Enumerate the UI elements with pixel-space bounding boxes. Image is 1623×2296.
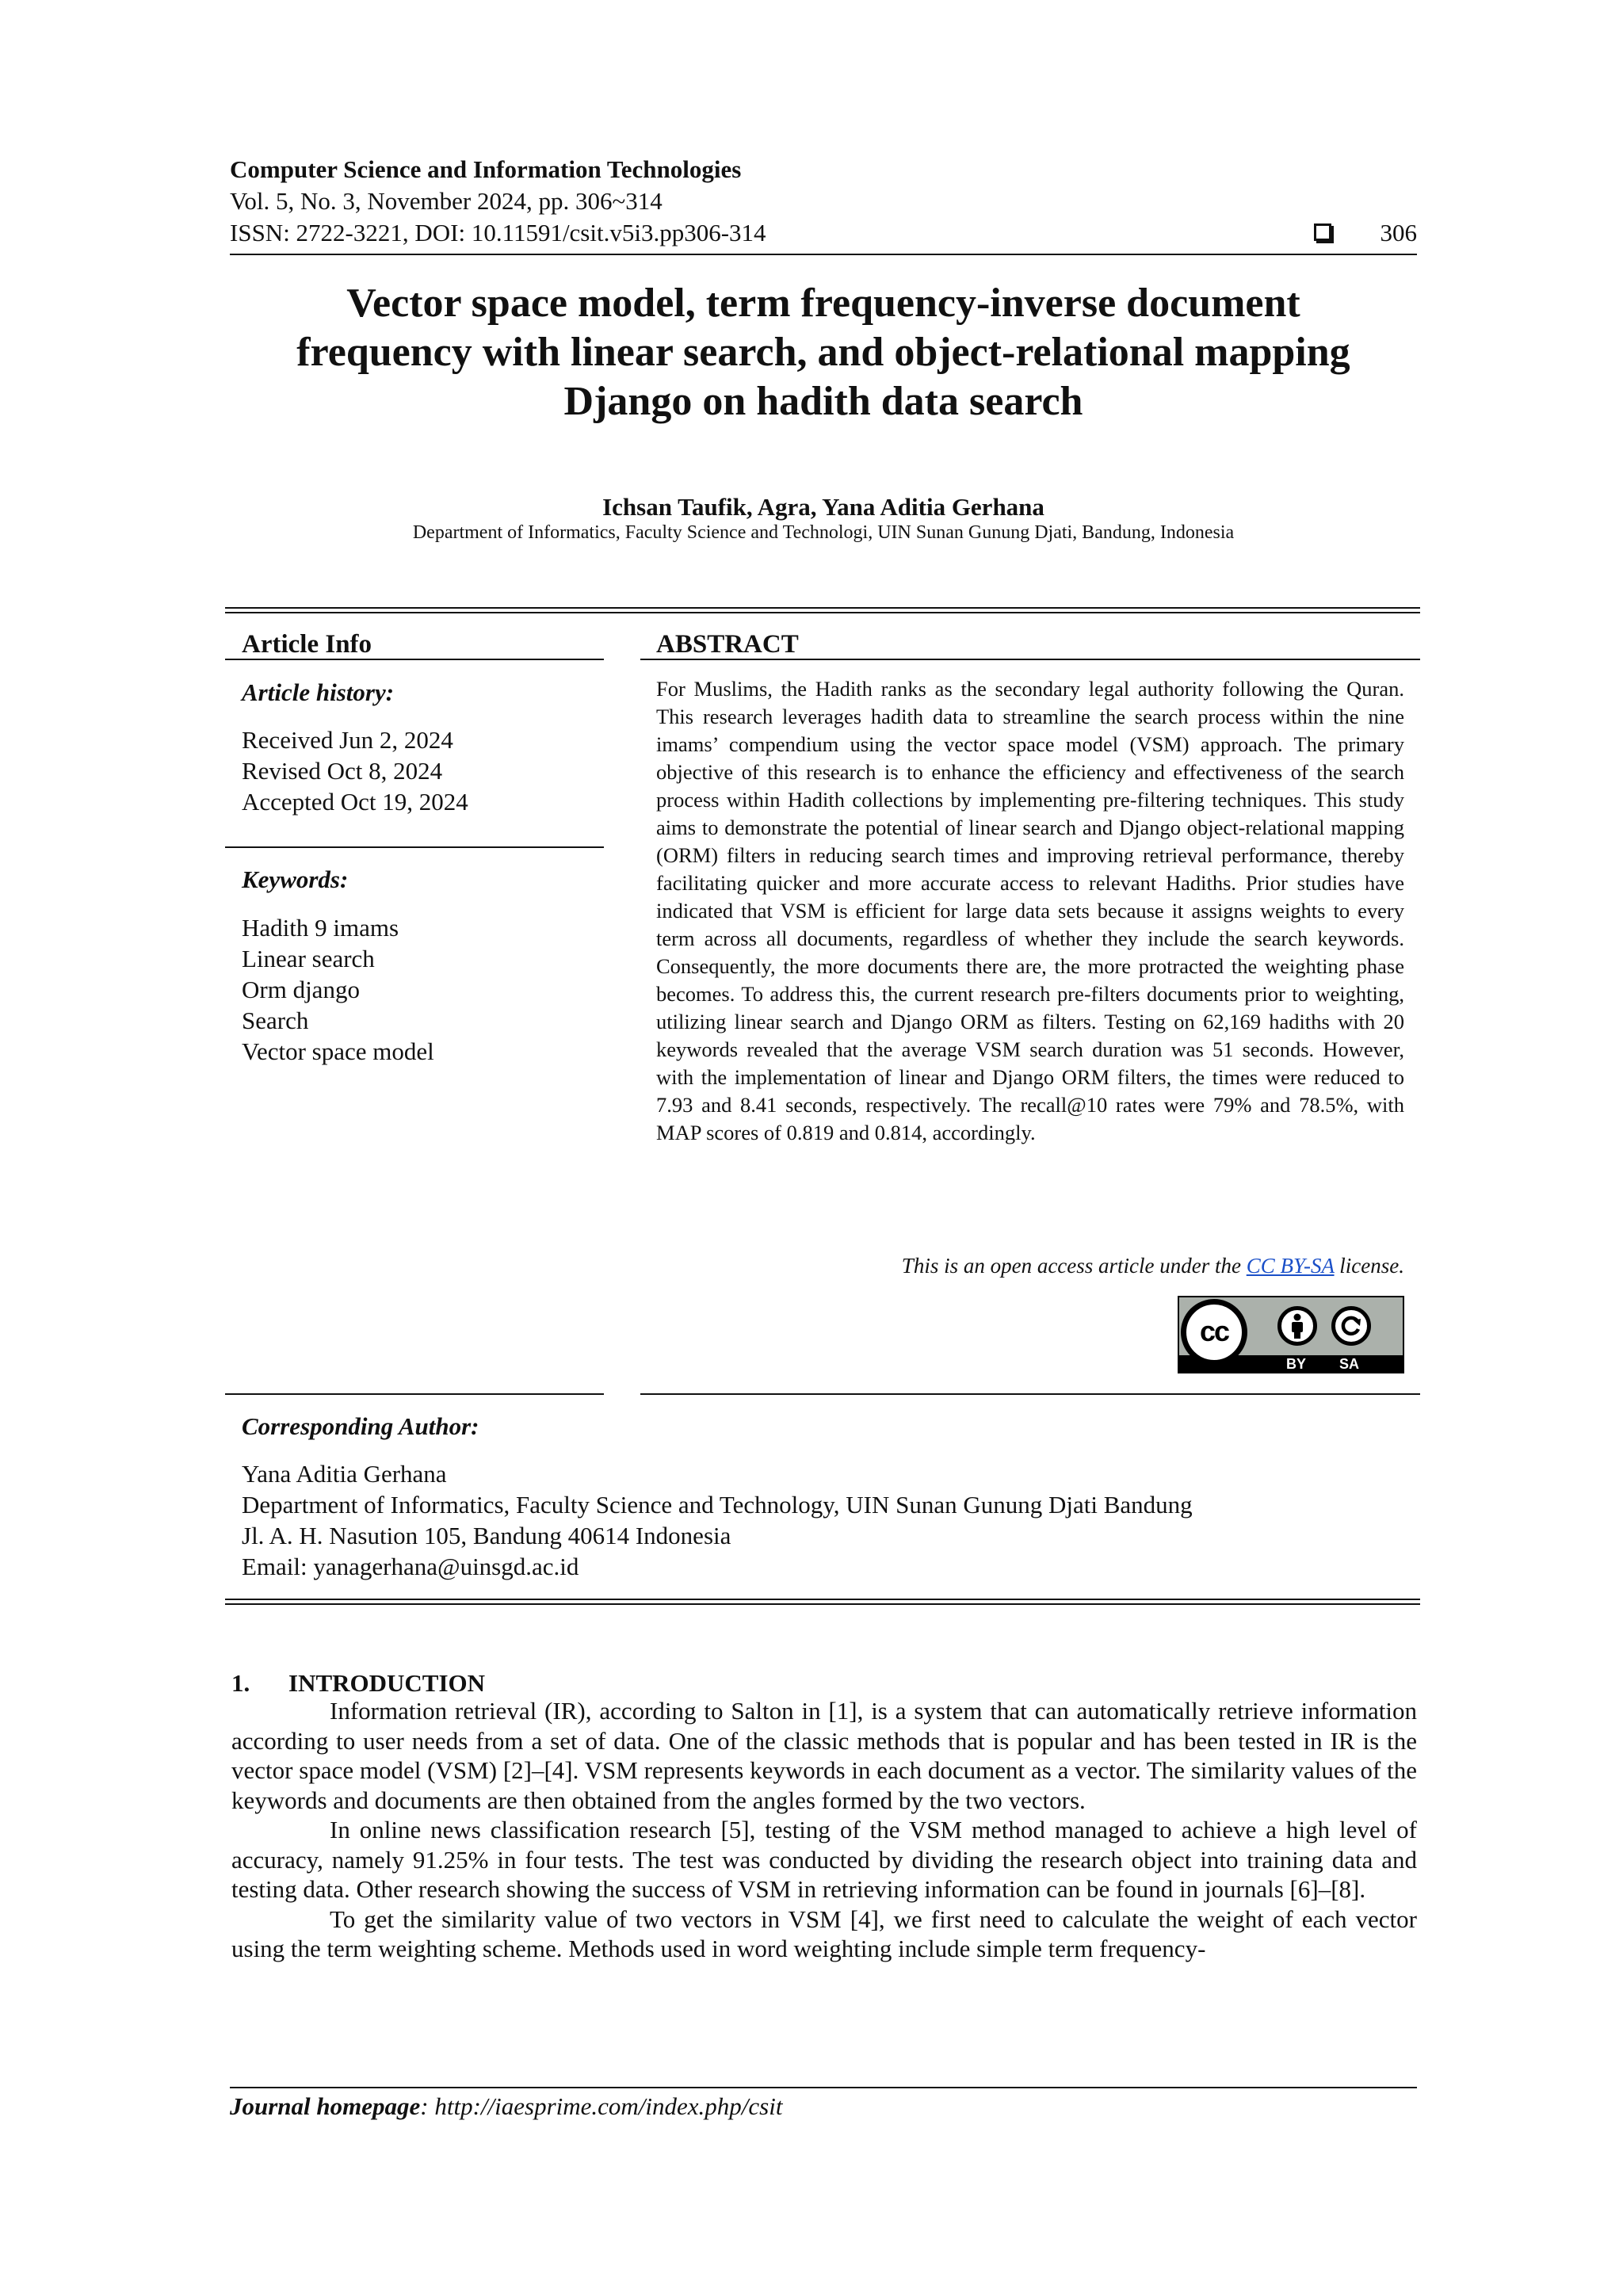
footer-url[interactable]: http://iaesprime.com/index.php/csit (434, 2092, 783, 2120)
sa-label: SA (1339, 1356, 1360, 1372)
affiliation: Department of Informatics, Faculty Science and Technologi, UIN Sunan Gunung Djati, Bandung, Indonesia (412, 522, 1235, 543)
abstract-rule (640, 659, 1420, 660)
keyword-item: Orm django (242, 976, 360, 1003)
history-rule (225, 846, 604, 848)
page-number: 306 (1380, 219, 1417, 246)
journal-issn: ISSN: 2722-3221, DOI: 10.11591/csit.v5i3.pp306-314 (230, 219, 766, 246)
abstract-heading: ABSTRACT (656, 630, 799, 659)
footer-rule (230, 2087, 1417, 2088)
article-info-heading: Article Info (242, 630, 372, 659)
keyword-item: Linear search (242, 945, 375, 972)
journal-volume: Vol. 5, No. 3, November 2024, pp. 306~314 (230, 187, 663, 215)
paper-title (230, 279, 1417, 426)
footer-separator: : (420, 2092, 435, 2120)
history-label: Article history: (242, 678, 395, 706)
keywords-list (242, 912, 434, 1067)
author-list: Ichsan Taufik, Agra, Yana Aditia Gerhana (602, 493, 1044, 521)
keywords-label: Keywords: (242, 865, 349, 893)
by-label: BY (1286, 1356, 1307, 1372)
keyword-item: Vector space model (242, 1037, 434, 1065)
cc-logo-text: cc (1199, 1315, 1229, 1347)
section-number: 1. (231, 1669, 250, 1697)
journal-name: Computer Science and Information Technologies (230, 155, 742, 183)
author-email: Email: yanagerhana@uinsgd.ac.id (242, 1553, 579, 1580)
license-prefix: This is an open access article under the (901, 1254, 1247, 1278)
keyword-item: Hadith 9 imams (242, 914, 399, 942)
license-suffix: license. (1334, 1254, 1404, 1278)
history-list (242, 724, 468, 817)
share-alike-icon (1331, 1306, 1371, 1346)
history-revised: Revised Oct 8, 2024 (242, 757, 443, 785)
history-accepted: Accepted Oct 19, 2024 (242, 788, 468, 816)
article-info-rule (225, 659, 604, 660)
frame-top-rule (225, 612, 1420, 613)
title-line: Vector space model, term frequency-inverse document (346, 281, 1300, 326)
frame-top-rule (225, 607, 1420, 609)
frame-bottom-rule (225, 1603, 1420, 1605)
introduction-body (231, 1696, 1417, 1964)
title-line: frequency with linear search, and object-relational mapping (296, 330, 1350, 375)
paragraph: To get the similarity value of two vectors in VSM [4], we first need to calculate the weight of each vector using the term weighting scheme. Methods used in word weighting include simple term frequency- (231, 1904, 1417, 1962)
keyword-item: Search (242, 1007, 309, 1034)
history-received: Received Jun 2, 2024 (242, 726, 453, 754)
attribution-person-icon (1277, 1306, 1317, 1346)
license-statement (656, 1252, 1404, 1280)
author-address: Jl. A. H. Nasution 105, Bandung 40614 Indonesia (242, 1522, 731, 1549)
author-name: Yana Aditia Gerhana (242, 1460, 447, 1488)
abstract-text: For Muslims, the Hadith ranks as the secondary legal authority following the Quran. This research leverages hadith data to streamline the search process within the nine imams’ compendium using the vector space model (VSM) approach. The primary objective of this research is to enhance the efficiency and effectiveness of the search process within Hadith collections by implementing pre-filtering techniques. This study aims to demonstrate the potential of linear search and Django object-relational mapping (ORM) filters in reducing search times and improving retrieval performance, thereby facilitating quicker and more accurate access to relevant Hadiths. Prior studies have indicated that VSM is efficient for large data sets because it assigns weights to every term across all documents, regardless of whether they include the search keywords. Consequently, the more documents there are, the more protracted the weighting phase becomes. To address this, the current research pre-filters documents prior to weighting, utilizing linear search and Django ORM as filters. Testing on 62,169 hadiths with 20 keywords revealed that the average VSM search duration was 51 seconds. However, with the implementation of linear and Django ORM filters, the times were reduced to 7.93 and 8.41 seconds, respectively. The recall@10 rates were 79% and 78.5%, with MAP scores of 0.819 and 0.814, accordingly. (656, 677, 1404, 1144)
journal-homepage-footer (230, 2091, 782, 2122)
title-line: Django on hadith data search (563, 379, 1083, 424)
section-title: INTRODUCTION (288, 1669, 486, 1697)
corresponding-author-details (242, 1458, 1193, 1582)
corresponding-author-label: Corresponding Author: (242, 1412, 479, 1440)
section-heading-introduction (231, 1668, 485, 1699)
paragraph: In online news classification research [5], testing of the VSM method managed to achieve a high level of accuracy, namely 91.25% in four tests. The test was conducted by dividing the research object into training data and testing data. Other research showing the success of VSM in retrieving information can be found in journals [6]–[8]. (231, 1816, 1417, 1903)
square-bullet-icon (1314, 223, 1331, 241)
author-department: Department of Informatics, Faculty Science and Technology, UIN Sunan Gunung Djati Bandung (242, 1491, 1193, 1519)
paragraph: Information retrieval (IR), according to Salton in [1], is a system that can automatically retrieve information according to user needs from a set of data. One of the classic methods that is popular and has been tested in IR is the vector space model (VSM) [2]–[4]. VSM represents keywords in each document as a vector. The similarity values of the keywords and documents are then obtained from the angles formed by the two vectors. (231, 1697, 1417, 1814)
footer-label: Journal homepage (230, 2092, 421, 2120)
license-link[interactable]: CC BY-SA (1246, 1254, 1335, 1278)
header-rule (230, 254, 1417, 255)
abstract-bottom-rule (640, 1393, 1420, 1395)
frame-bottom-rule (225, 1599, 1420, 1600)
info-bottom-rule (225, 1393, 604, 1395)
